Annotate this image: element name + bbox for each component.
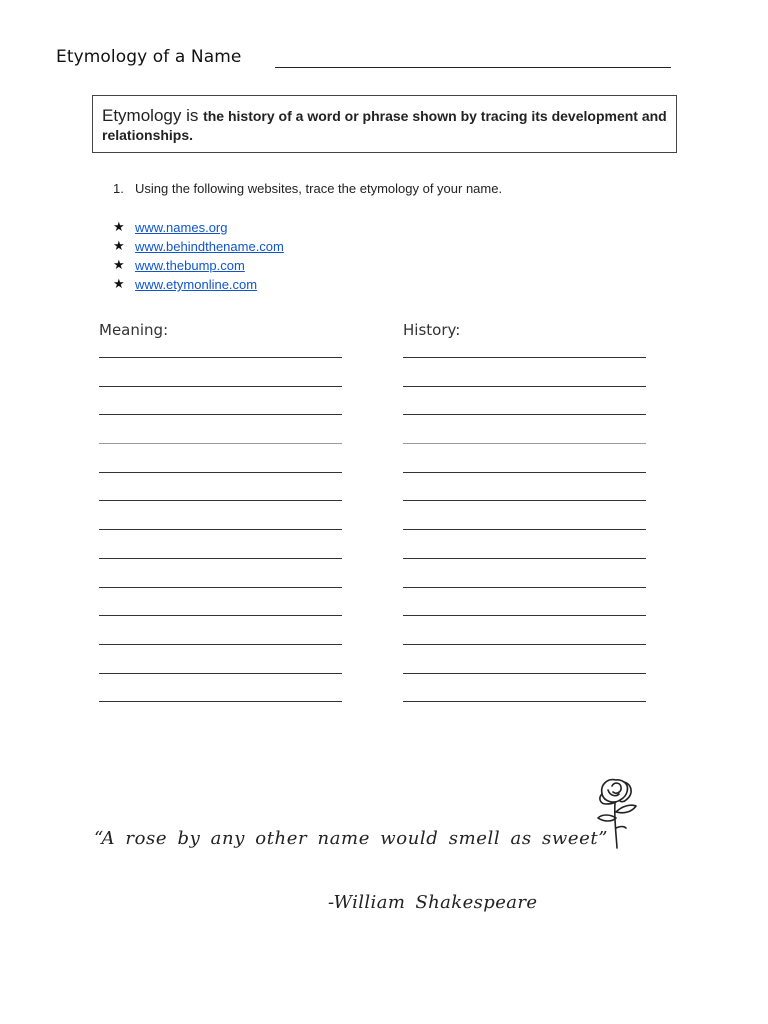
writing-line[interactable] <box>99 414 342 443</box>
star-icon: ★ <box>113 239 125 254</box>
writing-line[interactable] <box>403 529 646 558</box>
instruction-number: 1. <box>113 181 124 196</box>
writing-line[interactable] <box>403 587 646 616</box>
writing-line[interactable] <box>99 587 342 616</box>
writing-line[interactable] <box>99 615 342 644</box>
writing-line[interactable] <box>99 558 342 587</box>
star-icon: ★ <box>113 277 125 292</box>
star-icon: ★ <box>113 258 125 273</box>
link-names-org[interactable]: www.names.org <box>135 220 228 235</box>
list-item <box>113 218 284 237</box>
writing-line[interactable] <box>403 414 646 443</box>
writing-line[interactable] <box>99 443 342 472</box>
meaning-label: Meaning: <box>99 321 169 339</box>
history-lines[interactable] <box>403 357 646 730</box>
writing-line[interactable] <box>99 472 342 501</box>
star-icon: ★ <box>113 220 125 235</box>
writing-line[interactable] <box>403 644 646 673</box>
list-item <box>113 256 284 275</box>
writing-line[interactable] <box>99 644 342 673</box>
writing-line[interactable] <box>403 443 646 472</box>
page-title: Etymology of a Name <box>56 47 242 67</box>
link-etymonline[interactable]: www.etymonline.com <box>135 277 258 292</box>
writing-line[interactable] <box>99 673 342 702</box>
definition-box <box>92 95 677 153</box>
writing-line[interactable] <box>99 529 342 558</box>
writing-line[interactable] <box>99 701 342 730</box>
writing-line[interactable] <box>99 386 342 415</box>
writing-line[interactable] <box>403 472 646 501</box>
list-item <box>113 275 284 294</box>
definition-text: the history of a word or phrase shown by tracing its development and relationships. <box>102 108 667 143</box>
writing-line[interactable] <box>403 500 646 529</box>
quote-attribution: -William Shakespeare <box>328 892 538 913</box>
writing-line[interactable] <box>403 386 646 415</box>
history-label: History: <box>403 321 461 339</box>
writing-line[interactable] <box>403 701 646 730</box>
writing-line[interactable] <box>403 673 646 702</box>
writing-line[interactable] <box>403 615 646 644</box>
instruction-text: Using the following websites, trace the etymology of your name. <box>135 181 503 196</box>
link-behindthename[interactable]: www.behindthename.com <box>135 239 284 254</box>
instruction-item <box>113 181 502 196</box>
website-list <box>113 218 284 294</box>
writing-line[interactable] <box>99 357 342 386</box>
writing-line[interactable] <box>99 500 342 529</box>
definition-term: Etymology is <box>102 106 204 125</box>
list-item <box>113 237 284 256</box>
link-thebump[interactable]: www.thebump.com <box>135 258 245 273</box>
meaning-lines[interactable] <box>99 357 342 730</box>
quote-text: “A rose by any other name would smell as sweet” <box>94 828 608 849</box>
name-blank-line[interactable] <box>275 67 671 68</box>
writing-line[interactable] <box>403 558 646 587</box>
writing-line[interactable] <box>403 357 646 386</box>
